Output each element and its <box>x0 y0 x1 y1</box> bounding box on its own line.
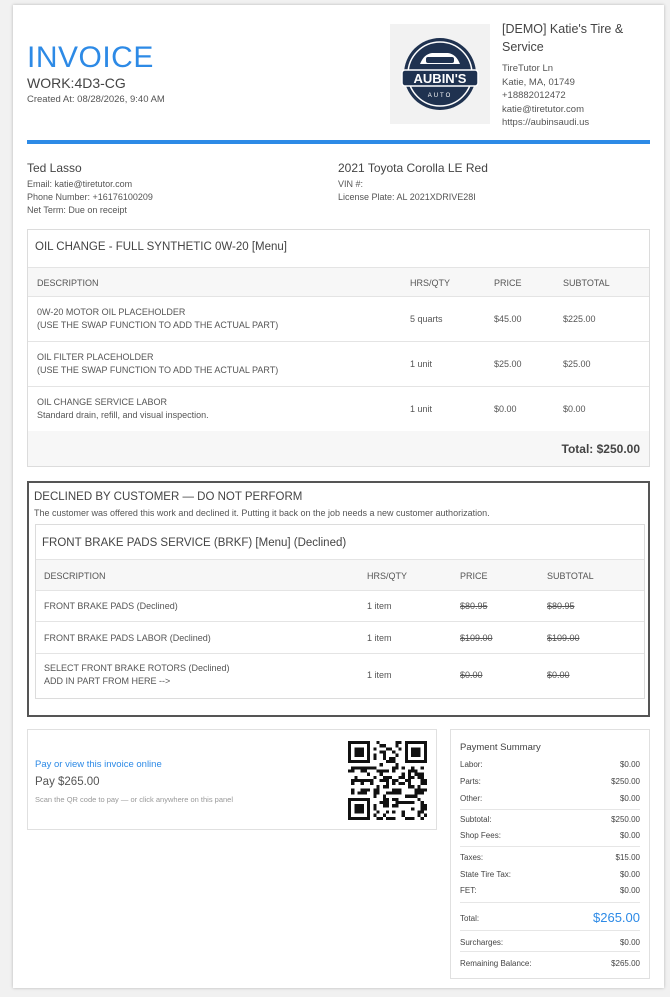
summary-subtotal-value: $250.00 <box>611 815 640 824</box>
col-subtotal: SUBTOTAL <box>563 278 610 288</box>
aubins-auto-logo <box>390 24 490 124</box>
summary-parts-value: $250.00 <box>611 777 640 786</box>
summary-shop-fees-label: Shop Fees: <box>460 831 501 840</box>
item-description: FRONT BRAKE PADS LABOR (Declined) <box>44 633 211 643</box>
job-card <box>27 229 650 467</box>
shop-phone: +18882012472 <box>502 90 566 101</box>
item-qty: 1 item <box>367 633 392 643</box>
summary-taxes-value: $15.00 <box>615 853 640 862</box>
item-qty: 1 item <box>367 670 392 680</box>
item-price: $25.00 <box>494 359 522 369</box>
logo-subtext: AUTO <box>427 93 453 99</box>
customer-email: Email: katie@tiretutor.com <box>27 179 133 189</box>
shop-website: https://aubinsaudi.us <box>502 117 590 128</box>
payment-summary-title: Payment Summary <box>460 742 541 753</box>
pay-hint: Scan the QR code to pay — or click anywhere on this panel <box>35 795 234 804</box>
pay-amount: Pay $265.00 <box>35 776 100 788</box>
item-qty: 1 unit <box>410 404 433 414</box>
summary-fet-value: $0.00 <box>619 886 640 895</box>
declined-note: The customer was offered this work and declined it. Putting it back on the job needs a new customer authorization. <box>34 508 490 518</box>
summary-labor-value: $0.00 <box>619 760 640 769</box>
summary-state-tire-tax-label: State Tire Tax: <box>460 870 511 879</box>
summary-surcharges-label: Surcharges: <box>460 938 504 947</box>
table-row <box>28 297 649 342</box>
summary-state-tire-tax-value: $0.00 <box>619 870 640 879</box>
shop-name: [DEMO] Katie's Tire & Service <box>502 22 624 54</box>
summary-divider <box>460 902 640 903</box>
item-subtotal: $109.00 <box>547 633 580 643</box>
item-qty: 5 quarts <box>410 314 443 324</box>
summary-shop-fees-value: $0.00 <box>619 831 640 840</box>
customer-phone: Phone Number: +16176100209 <box>27 192 153 202</box>
col-price: PRICE <box>494 278 522 288</box>
col-qty: HRS/QTY <box>410 278 451 288</box>
item-description: SELECT FRONT BRAKE ROTORS (Declined) ADD IN PART FROM HERE --> <box>44 663 230 686</box>
item-description: OIL CHANGE SERVICE LABOR Standard drain, refill, and visual inspection. <box>37 397 209 420</box>
item-subtotal: $80.95 <box>547 601 575 611</box>
job-title: OIL CHANGE - FULL SYNTHETIC 0W-20 [Menu] <box>35 241 287 253</box>
col-subtotal: SUBTOTAL <box>547 571 594 581</box>
summary-remaining-label: Remaining Balance: <box>460 959 532 968</box>
qr-code-icon[interactable] <box>348 741 427 820</box>
summary-divider <box>460 809 640 810</box>
table-row <box>36 622 644 654</box>
summary-subtotal-label: Subtotal: <box>460 815 492 824</box>
summary-divider <box>460 930 640 931</box>
table-row <box>28 387 649 432</box>
summary-labor-label: Labor: <box>460 760 483 769</box>
table-row <box>36 654 644 698</box>
invoice-page <box>13 5 664 988</box>
declined-title: DECLINED BY CUSTOMER — DO NOT PERFORM <box>34 491 303 503</box>
customer-name: Ted Lasso <box>27 161 82 175</box>
vehicle-plate: License Plate: AL 2021XDRIVE28I <box>338 192 476 202</box>
item-price: $109.00 <box>460 633 493 643</box>
shop-contact <box>502 62 589 130</box>
summary-divider <box>460 951 640 952</box>
invoice-title: INVOICE <box>27 41 154 74</box>
summary-taxes-label: Taxes: <box>460 853 484 862</box>
summary-other-value: $0.00 <box>619 794 640 803</box>
item-subtotal: $0.00 <box>547 670 570 680</box>
job-table-header <box>28 267 649 297</box>
table-row <box>36 591 644 622</box>
vehicle-name: 2021 Toyota Corolla LE Red <box>338 161 488 175</box>
vehicle-vin: VIN #: <box>338 179 364 189</box>
job-total: Total: $250.00 <box>561 442 640 456</box>
item-description: 0W-20 MOTOR OIL PLACEHOLDER (USE THE SWAP FUNCTION TO ADD THE ACTUAL PART) <box>37 307 279 330</box>
item-price: $0.00 <box>494 404 517 414</box>
col-qty: HRS/QTY <box>367 571 408 581</box>
work-number: WORK:4D3-CG <box>27 75 126 91</box>
declined-table-header <box>36 559 644 591</box>
col-description: DESCRIPTION <box>44 571 106 581</box>
header-divider <box>27 140 650 144</box>
customer-info <box>27 178 153 217</box>
item-qty: 1 item <box>367 601 392 611</box>
summary-surcharges-value: $0.00 <box>619 938 640 947</box>
declined-job-title: FRONT BRAKE PADS SERVICE (BRKF) [Menu] (Declined) <box>42 537 347 549</box>
summary-total-value: $265.00 <box>593 910 640 925</box>
declined-job-card <box>35 524 645 699</box>
col-description: DESCRIPTION <box>37 278 99 288</box>
pay-online-panel[interactable] <box>27 729 437 830</box>
item-subtotal: $225.00 <box>563 314 596 324</box>
summary-fet-label: FET: <box>460 886 477 895</box>
summary-divider <box>460 846 640 847</box>
item-price: $80.95 <box>460 601 488 611</box>
summary-total-label: Total: <box>460 914 480 923</box>
item-qty: 1 unit <box>410 359 433 369</box>
item-subtotal: $0.00 <box>563 404 586 414</box>
pay-online-link[interactable]: Pay or view this invoice online <box>35 759 162 770</box>
shop-street: TireTutor Ln <box>502 63 554 74</box>
vehicle-info <box>338 178 476 204</box>
table-row <box>28 342 649 387</box>
item-description: OIL FILTER PLACEHOLDER (USE THE SWAP FUNCTION TO ADD THE ACTUAL PART) <box>37 352 279 375</box>
item-description: FRONT BRAKE PADS (Declined) <box>44 601 178 611</box>
item-price: $0.00 <box>460 670 483 680</box>
job-total-row <box>28 431 649 466</box>
shop-city: Katie, MA, 01749 <box>502 76 575 88</box>
summary-remaining-value: $265.00 <box>611 959 640 968</box>
declined-section <box>27 481 650 717</box>
logo-text: AUBIN'S <box>413 71 467 86</box>
col-price: PRICE <box>460 571 488 581</box>
summary-other-label: Other: <box>460 794 483 803</box>
payment-summary <box>450 729 650 979</box>
summary-parts-label: Parts: <box>460 777 481 786</box>
created-at: Created At: 08/28/2026, 9:40 AM <box>27 94 165 105</box>
customer-net-term: Net Term: Due on receipt <box>27 205 127 215</box>
item-price: $45.00 <box>494 314 522 324</box>
item-subtotal: $25.00 <box>563 359 591 369</box>
shop-email: katie@tiretutor.com <box>502 103 584 115</box>
shop-logo <box>390 24 490 124</box>
